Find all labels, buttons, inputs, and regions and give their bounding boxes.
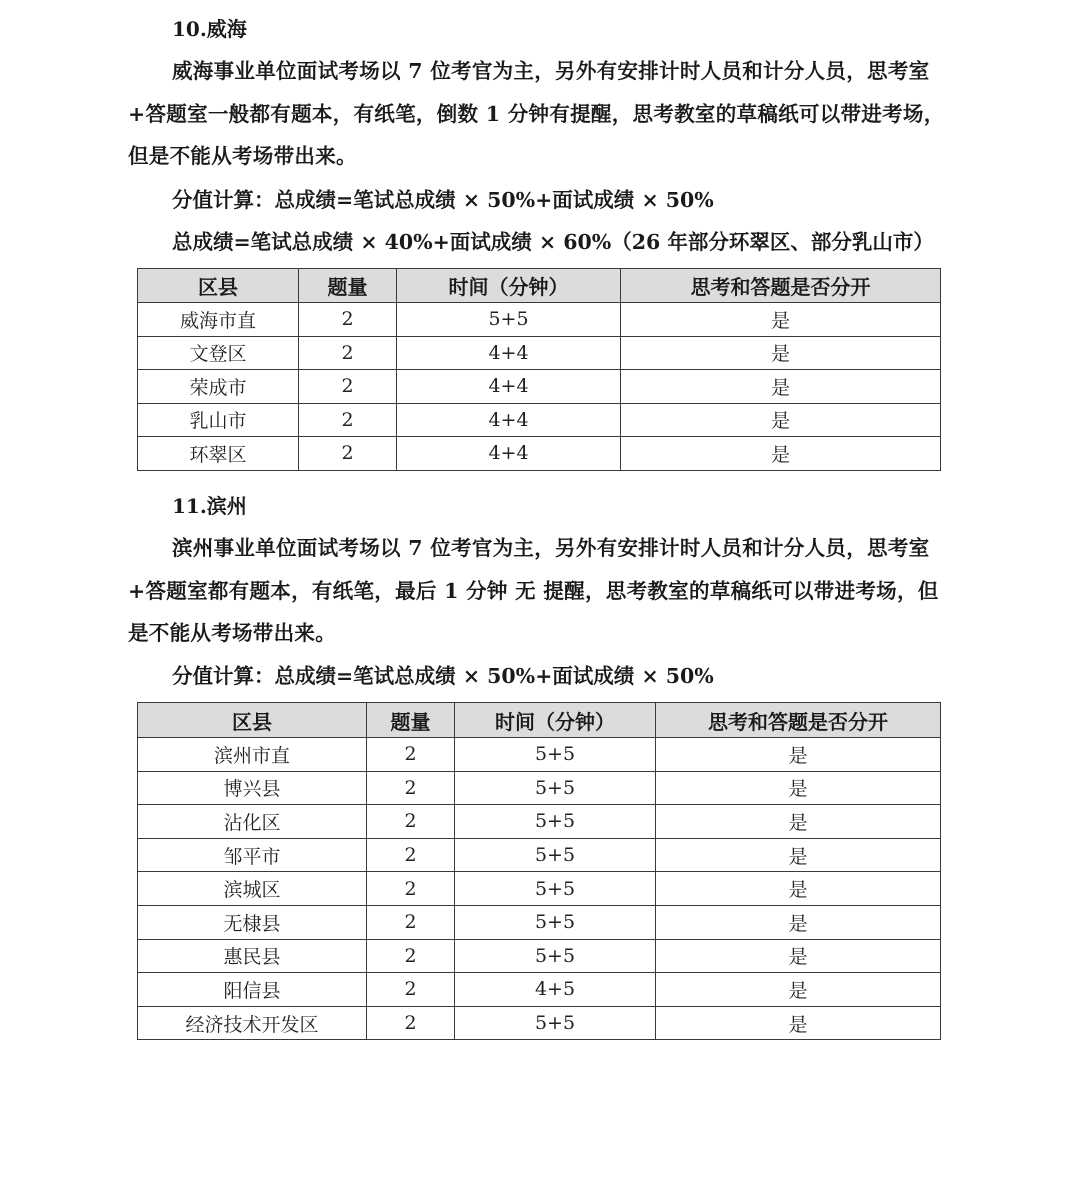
cell-separate: 是 [656,973,941,1007]
cell-time: 5+5 [455,905,656,939]
exam-table-binzhou [137,702,941,1040]
header-time-minutes: 时间（分钟） [455,703,656,738]
cell-separate: 是 [656,838,941,872]
table-row [138,771,941,805]
header-district: 区县 [138,269,299,303]
header-question-count: 题量 [367,703,455,738]
score-formula-binzhou: 分值计算：总成绩=笔试总成绩 × 50%+面试成绩 × 50% [172,664,714,688]
header-question-count: 题量 [299,269,397,303]
cell-district: 经济技术开发区 [138,1006,367,1040]
table-row [138,336,941,370]
cell-district: 文登区 [138,336,299,370]
cell-district: 无棣县 [138,905,367,939]
header-district: 区县 [138,703,367,738]
cell-separate: 是 [621,403,941,437]
cell-time: 4+4 [397,336,621,370]
cell-separate: 是 [656,771,941,805]
section-paragraph-binzhou: 滨州事业单位面试考场以 7 位考官为主，另外有安排计时人员和计分人员，思考室+答题室都有题本，有纸笔，最后 1 分钟 无 提醒，思考教室的草稿纸可以带进考场，但是不能从考场带出来。 [128,536,939,645]
cell-question-count: 2 [367,771,455,805]
cell-time: 5+5 [455,738,656,772]
score-formula-weihai: 分值计算：总成绩=笔试总成绩 × 50%+面试成绩 × 50% [172,188,714,212]
section-title-weihai: 10.威海 [172,17,247,41]
cell-question-count: 2 [299,437,397,471]
table-row [138,973,941,1007]
cell-question-count: 2 [367,805,455,839]
table-row [138,872,941,906]
cell-separate: 是 [656,905,941,939]
exam-table-weihai [137,268,941,471]
cell-separate: 是 [656,738,941,772]
cell-district: 沾化区 [138,805,367,839]
cell-question-count: 2 [367,872,455,906]
cell-question-count: 2 [299,336,397,370]
cell-separate: 是 [621,336,941,370]
cell-separate: 是 [656,939,941,973]
cell-time: 5+5 [455,1006,656,1040]
cell-separate: 是 [621,370,941,404]
header-time-minutes: 时间（分钟） [397,269,621,303]
cell-district: 惠民县 [138,939,367,973]
table-header-row [138,269,941,303]
cell-time: 5+5 [455,939,656,973]
cell-question-count: 2 [367,905,455,939]
cell-separate: 是 [621,437,941,471]
score-formula-weihai-alt: 总成绩=笔试总成绩 × 40%+面试成绩 × 60%（26 年部分环翠区、部分乳山市） [172,230,934,254]
cell-question-count: 2 [367,838,455,872]
cell-time: 4+5 [455,973,656,1007]
cell-separate: 是 [621,303,941,337]
table-row [138,403,941,437]
cell-separate: 是 [656,805,941,839]
cell-separate: 是 [656,1006,941,1040]
cell-question-count: 2 [299,370,397,404]
cell-time: 5+5 [397,303,621,337]
cell-district: 阳信县 [138,973,367,1007]
cell-time: 5+5 [455,771,656,805]
table-row [138,805,941,839]
table-row [138,303,941,337]
cell-time: 4+4 [397,403,621,437]
table-row [138,838,941,872]
section-title-binzhou: 11.滨州 [172,494,247,518]
cell-district: 滨城区 [138,872,367,906]
cell-district: 乳山市 [138,403,299,437]
cell-question-count: 2 [367,1006,455,1040]
cell-question-count: 2 [367,939,455,973]
cell-time: 4+4 [397,370,621,404]
header-separate-rooms: 思考和答题是否分开 [621,269,941,303]
cell-time: 4+4 [397,437,621,471]
cell-time: 5+5 [455,838,656,872]
cell-district: 环翠区 [138,437,299,471]
table-row [138,939,941,973]
cell-district: 邹平市 [138,838,367,872]
cell-question-count: 2 [367,738,455,772]
header-separate-rooms: 思考和答题是否分开 [656,703,941,738]
table-row [138,437,941,471]
section-paragraph-weihai: 威海事业单位面试考场以 7 位考官为主，另外有安排计时人员和计分人员，思考室+答题室一般都有题本，有纸笔，倒数 1 分钟有提醒，思考教室的草稿纸可以带进考场，但是不能从考场带出来。 [128,59,945,168]
table-row [138,1006,941,1040]
cell-time: 5+5 [455,805,656,839]
cell-time: 5+5 [455,872,656,906]
table-row [138,370,941,404]
cell-district: 威海市直 [138,303,299,337]
table-header-row [138,703,941,738]
cell-question-count: 2 [367,973,455,1007]
cell-question-count: 2 [299,303,397,337]
cell-separate: 是 [656,872,941,906]
cell-district: 滨州市直 [138,738,367,772]
table-row [138,905,941,939]
table-row [138,738,941,772]
cell-district: 荣成市 [138,370,299,404]
cell-question-count: 2 [299,403,397,437]
cell-district: 博兴县 [138,771,367,805]
